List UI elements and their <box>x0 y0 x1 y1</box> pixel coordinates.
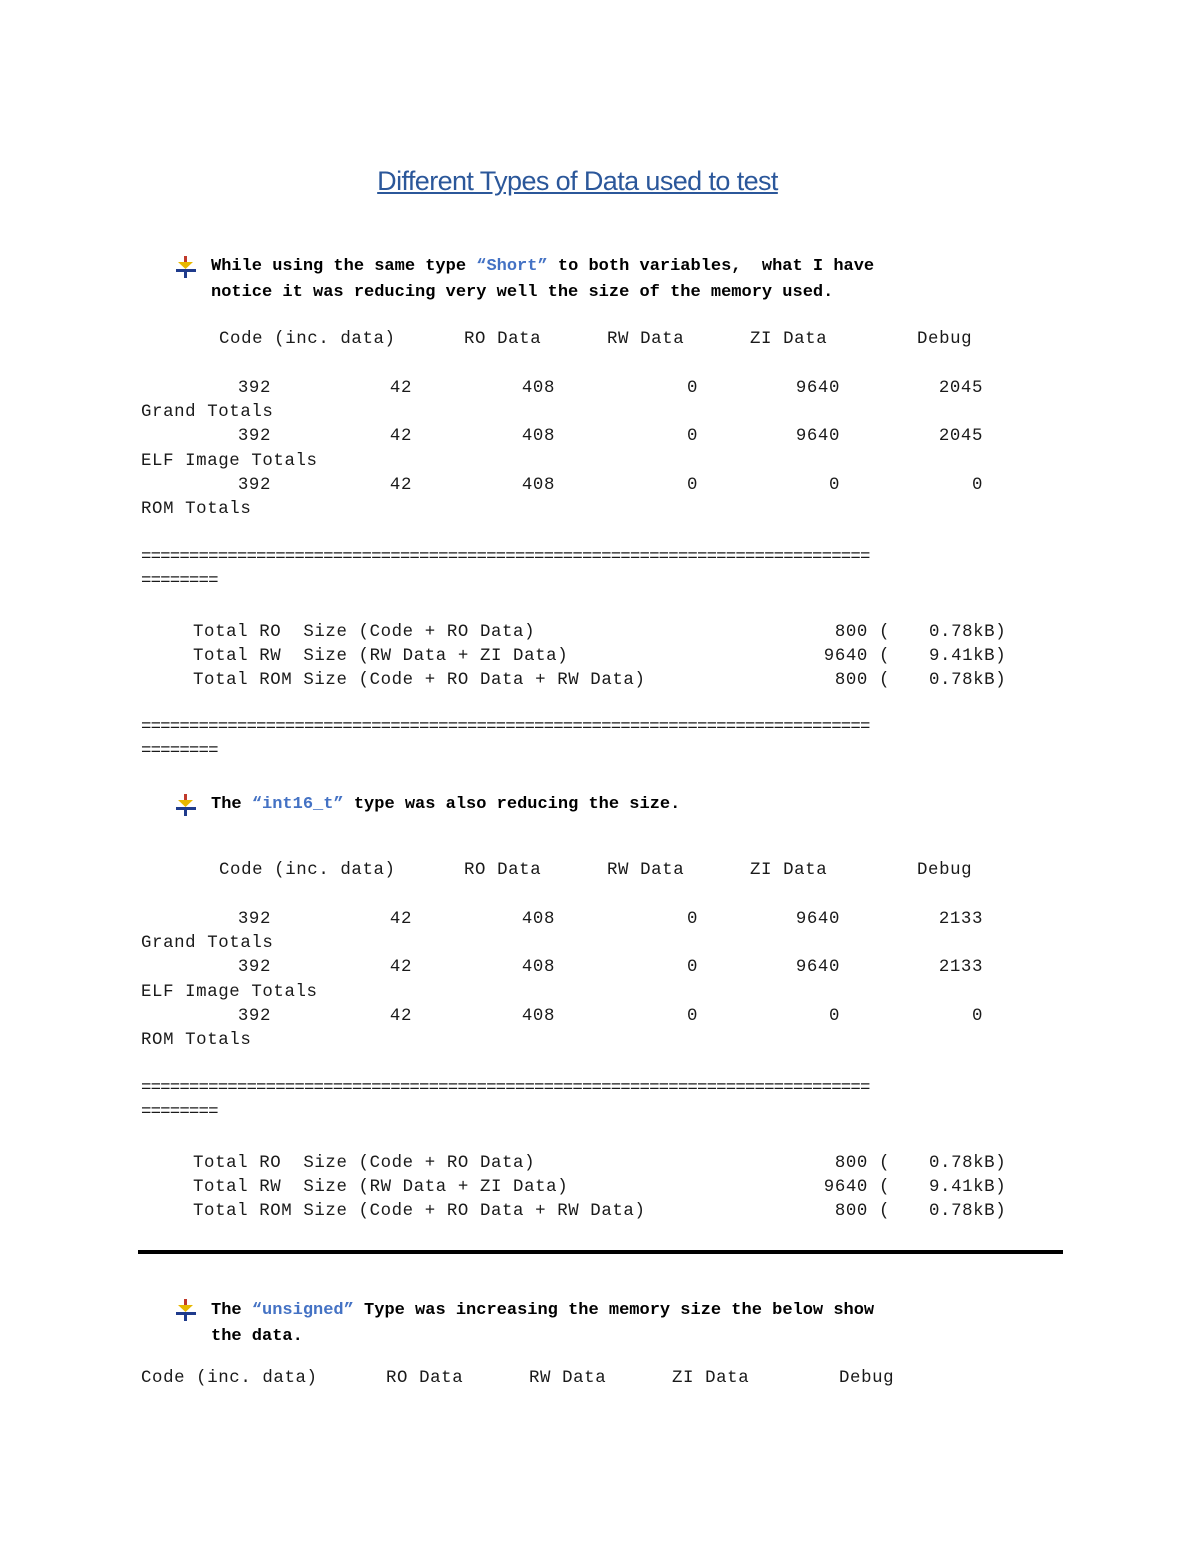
total-kb: 9.41kB) <box>929 1178 1007 1197</box>
header-debug: Debug <box>917 861 973 880</box>
cell-zi-a: 0 <box>686 379 698 398</box>
cell-rw: 408 <box>521 427 555 446</box>
bullet-paragraph-short-line2: notice it was reducing very well the size of the memory used. <box>211 283 834 302</box>
total-label: Total RO Size (Code + RO Data) <box>193 623 536 642</box>
arrow-bullet-icon <box>174 794 198 816</box>
row-label: ELF Image Totals <box>141 452 318 471</box>
header-ro: RO Data <box>386 1369 464 1388</box>
row-label: ROM Totals <box>141 500 252 519</box>
row-label: Grand Totals <box>141 403 274 422</box>
header-debug: Debug <box>839 1369 895 1388</box>
header-code: Code (inc. data) <box>219 861 396 880</box>
cell-zi-a: 0 <box>686 427 698 446</box>
total-label: Total ROM Size (Code + RO Data + RW Data) <box>193 671 646 690</box>
header-rw: RW Data <box>529 1369 607 1388</box>
cell-zi: 0 <box>828 476 840 495</box>
header-rw: RW Data <box>607 330 685 349</box>
total-value: 800 ( <box>834 1202 890 1221</box>
separator-line: ============================================================================ <box>141 718 870 737</box>
total-value: 9640 ( <box>823 647 890 666</box>
header-debug: Debug <box>917 330 973 349</box>
arrow-bullet-icon <box>174 256 198 278</box>
total-kb: 0.78kB) <box>929 1154 1007 1173</box>
cell-code: 392 <box>237 427 271 446</box>
header-code: Code (inc. data) <box>141 1369 318 1388</box>
header-ro: RO Data <box>464 330 542 349</box>
cell-zi: 0 <box>828 1007 840 1026</box>
cell-ro: 42 <box>389 958 412 977</box>
cell-ro: 42 <box>389 427 412 446</box>
total-label: Total RO Size (Code + RO Data) <box>193 1154 536 1173</box>
cell-code: 392 <box>237 958 271 977</box>
cell-zi-a: 0 <box>686 958 698 977</box>
cell-code: 392 <box>237 1007 271 1026</box>
separator-line: ============================================================================ <box>141 1079 870 1098</box>
cell-code: 392 <box>237 910 271 929</box>
cell-zi-a: 0 <box>686 476 698 495</box>
total-value: 800 ( <box>834 623 890 642</box>
cell-ro: 42 <box>389 379 412 398</box>
bullet-paragraph-short: While using the same type “Short” to both variables, what I have <box>211 257 875 276</box>
cell-ro: 42 <box>389 476 412 495</box>
cell-zi-a: 0 <box>686 1007 698 1026</box>
bullet-paragraph-unsigned-line2: the data. <box>211 1327 303 1346</box>
cell-debug: 2133 <box>938 958 983 977</box>
header-zi: ZI Data <box>750 330 828 349</box>
cell-ro: 42 <box>389 910 412 929</box>
header-ro: RO Data <box>464 861 542 880</box>
cell-code: 392 <box>237 379 271 398</box>
cell-debug: 2045 <box>938 379 983 398</box>
cell-rw: 408 <box>521 958 555 977</box>
row-label: ELF Image Totals <box>141 983 318 1002</box>
row-label: ROM Totals <box>141 1031 252 1050</box>
header-zi: ZI Data <box>750 861 828 880</box>
row-label: Grand Totals <box>141 934 274 953</box>
cell-debug: 2133 <box>938 910 983 929</box>
separator-line: ======== <box>141 572 218 591</box>
cell-debug: 0 <box>971 476 983 495</box>
header-rw: RW Data <box>607 861 685 880</box>
total-kb: 9.41kB) <box>929 647 1007 666</box>
cell-rw: 408 <box>521 1007 555 1026</box>
total-kb: 0.78kB) <box>929 623 1007 642</box>
total-kb: 0.78kB) <box>929 1202 1007 1221</box>
cell-rw: 408 <box>521 476 555 495</box>
total-value: 800 ( <box>834 671 890 690</box>
cell-code: 392 <box>237 476 271 495</box>
separator-line: ============================================================================ <box>141 548 870 567</box>
total-kb: 0.78kB) <box>929 671 1007 690</box>
cell-zi: 9640 <box>795 910 840 929</box>
cell-zi: 9640 <box>795 427 840 446</box>
cell-debug: 0 <box>971 1007 983 1026</box>
bullet-paragraph-unsigned: The “unsigned” Type was increasing the memory size the below show <box>211 1301 875 1320</box>
horizontal-rule <box>138 1250 1063 1254</box>
cell-zi-a: 0 <box>686 910 698 929</box>
separator-line: ======== <box>141 1103 218 1122</box>
cell-zi: 9640 <box>795 379 840 398</box>
cell-rw: 408 <box>521 910 555 929</box>
total-label: Total ROM Size (Code + RO Data + RW Data) <box>193 1202 646 1221</box>
cell-zi: 9640 <box>795 958 840 977</box>
cell-debug: 2045 <box>938 427 983 446</box>
total-value: 9640 ( <box>823 1178 890 1197</box>
header-code: Code (inc. data) <box>219 330 396 349</box>
separator-line: ======== <box>141 742 218 761</box>
bullet-paragraph-int16: The “int16_t” type was also reducing the size. <box>211 795 681 814</box>
cell-ro: 42 <box>389 1007 412 1026</box>
arrow-bullet-icon <box>174 1299 198 1321</box>
cell-rw: 408 <box>521 379 555 398</box>
header-zi: ZI Data <box>672 1369 750 1388</box>
total-label: Total RW Size (RW Data + ZI Data) <box>193 1178 569 1197</box>
page-title: Different Types of Data used to test <box>377 166 778 196</box>
total-label: Total RW Size (RW Data + ZI Data) <box>193 647 569 666</box>
total-value: 800 ( <box>834 1154 890 1173</box>
